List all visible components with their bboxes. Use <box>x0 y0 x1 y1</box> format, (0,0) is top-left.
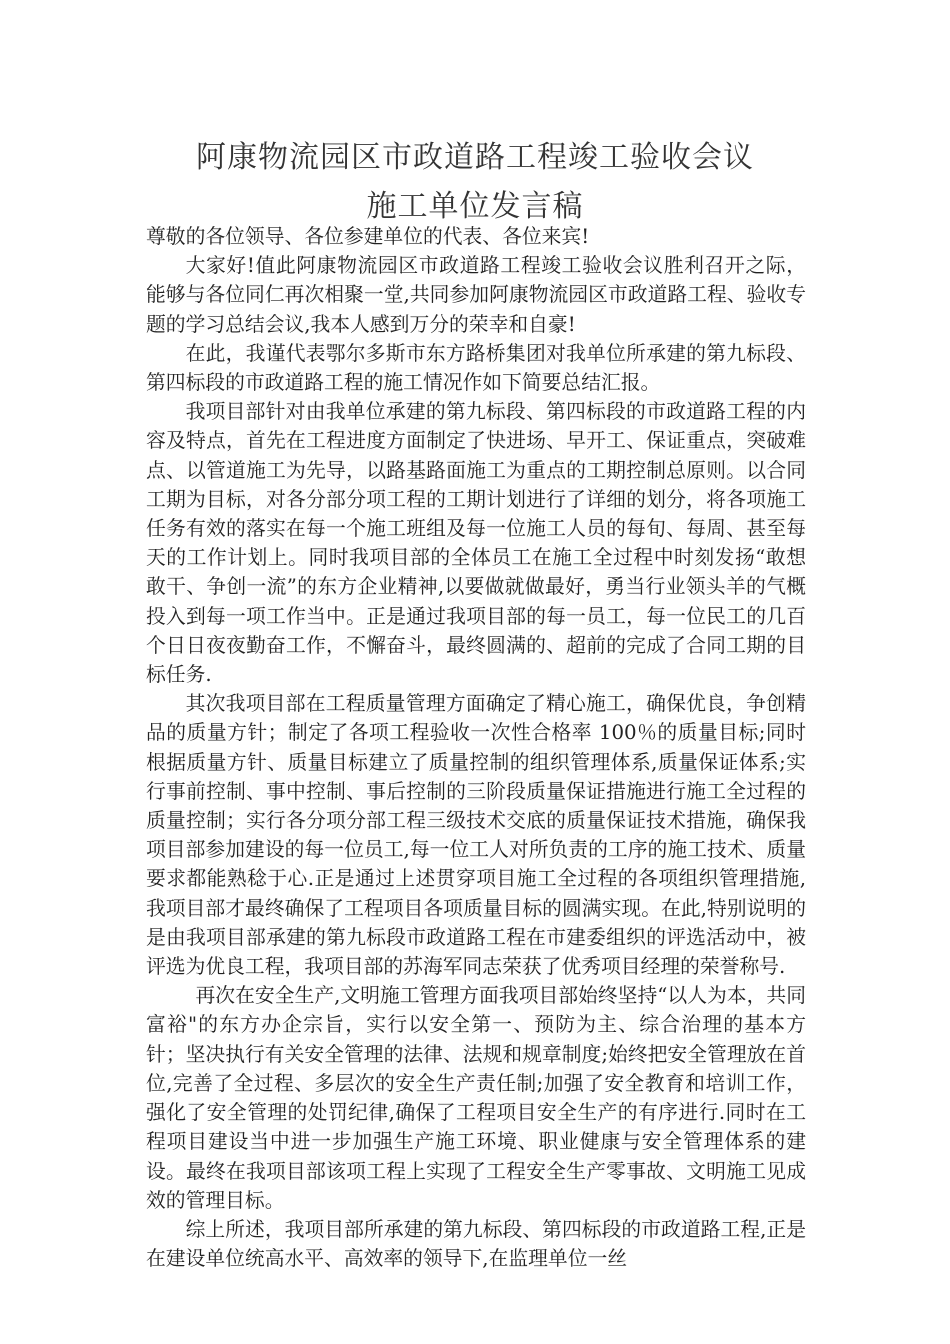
body-paragraph: 大家好!值此阿康物流园区市政道路工程竣工验收会议胜利召开之际，能够与各位同仁再次相聚一堂,共同参加阿康物流园区市政道路工程、验收专题的学习总结会议,我本人感到万分的荣幸和自豪! <box>146 254 806 336</box>
document-body <box>146 222 806 1273</box>
document-subtitle: 施工单位发言稿 <box>366 189 584 224</box>
greeting-paragraph: 尊敬的各位领导、各位参建单位的代表、各位来宾! <box>146 225 590 248</box>
body-paragraph: 再次在安全生产,文明施工管理方面我项目部始终坚持“以人为本，共同富裕"的东方办企宗旨，实行以安全第一、预防为主、综合治理的基本方针；坚决执行有关安全管理的法律、法规和规章制度;始终把安全管理放在首位,完善了全过程、多层次的安全生产责任制;加强了安全教育和培训工作，强化了安全管理的处罚纪律,确保了工程项目安全生产的有序进行.同时在工程项目建设当中进一步加强生产施工环境、职业健康与安全管理体系的建设。最终在我项目部该项工程上实现了工程安全生产零事故、文明施工见成效的管理目标。 <box>146 984 806 1212</box>
body-paragraph: 综上所述，我项目部所承建的第九标段、第四标段的市政道路工程,正是在建设单位统高水平、高效率的领导下,在监理单位一丝 <box>146 1217 806 1271</box>
body-paragraph: 其次我项目部在工程质量管理方面确定了精心施工，确保优良，争创精品的质量方针；制定了各项工程验收一次性合格率 100％的质量目标;同时根据质量方针、质量目标建立了质量控制的组织管理体系,质量保证体系;实行事前控制、事中控制、事后控制的三阶段质量保证措施进行施工全过程的质量控制；实行各分项分部工程三级技术交底的质量保证技术措施，确保我项目部参加建设的每一位员工,每一位工人对所负责的工序的施工技术、质量要求都能熟稔于心.正是通过上述贯穿项目施工全过程的各项组织管理措施,我项目部才最终确保了工程项目各项质量目标的圆满实现。在此,特别说明的是由我项目部承建的第九标段市政道路工程在市建委组织的评选活动中，被评选为优良工程，我项目部的苏海军同志荣获了优秀项目经理的荣誉称号. <box>146 692 806 979</box>
document-title: 阿康物流园区市政道路工程竣工验收会议 <box>196 140 754 175</box>
body-paragraph: 我项目部针对由我单位承建的第九标段、第四标段的市政道路工程的内容及特点，首先在工程进度方面制定了快进场、早开工、保证重点，突破难点、以管道施工为先导，以路基路面施工为重点的工期控制总原则。以合同工期为目标，对各分部分项工程的工期计划进行了详细的划分，将各项施工任务有效的落实在每一个施工班组及每一位施工人员的每旬、每周、甚至每天的工作计划上。同时我项目部的全体员工在施工全过程中时刻发扬“敢想敢干、争创一流”的东方企业精神,以要做就做最好，勇当行业领头羊的气概投入到每一项工作当中。正是通过我项目部的每一员工，每一位民工的几百个日日夜夜勤奋工作，不懈奋斗，最终圆满的、超前的完成了合同工期的目标任务. <box>146 400 806 687</box>
body-paragraph: 在此，我谨代表鄂尔多斯市东方路桥集团对我单位所承建的第九标段、第四标段的市政道路工程的施工情况作如下简要总结汇报。 <box>146 341 806 395</box>
